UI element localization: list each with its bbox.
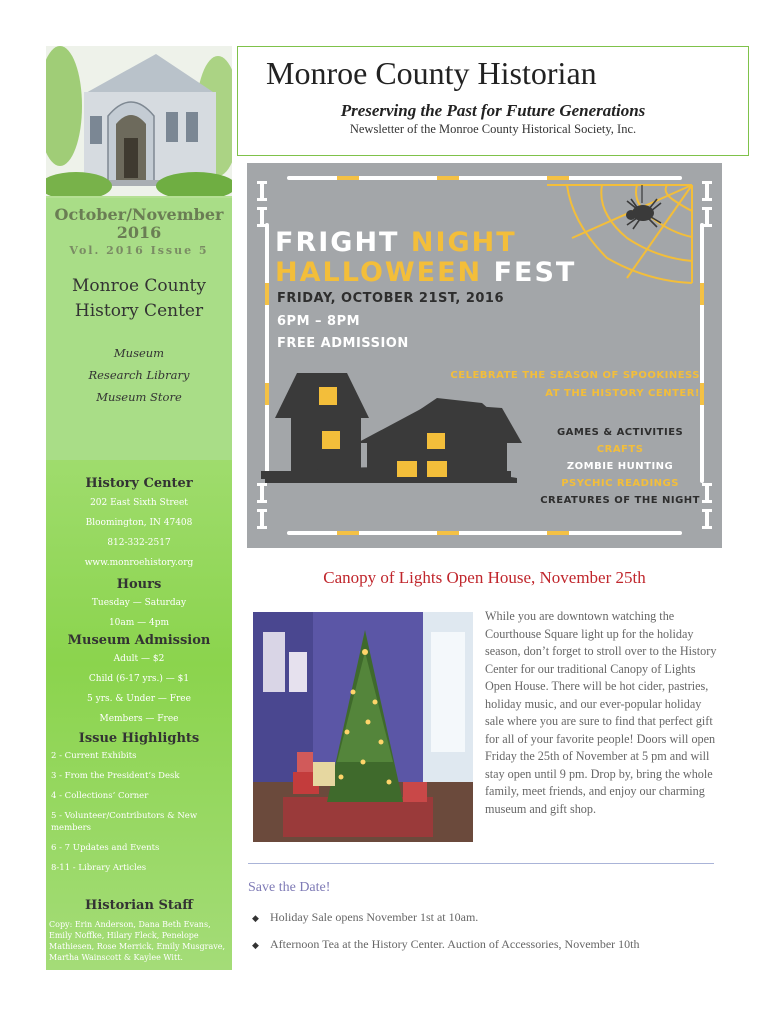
save-the-date-heading: Save the Date! bbox=[248, 880, 331, 895]
hours-heading: Hours bbox=[116, 577, 162, 592]
poster-activity: ZOMBIE HUNTING bbox=[566, 461, 674, 472]
issue-volume: Vol. 2016 Issue 5 bbox=[69, 244, 209, 257]
admission-item: Child (6-17 yrs.) — $1 bbox=[88, 674, 190, 684]
service-item: Museum bbox=[113, 346, 165, 360]
poster-word-fest: FEST bbox=[493, 257, 577, 288]
poster-title-line2 bbox=[275, 257, 576, 288]
newsletter-subtitle: Newsletter of the Monroe County Historical Society, Inc. bbox=[349, 122, 637, 136]
article-title: Canopy of Lights Open House, November 25th bbox=[323, 568, 646, 587]
save-the-date-list bbox=[252, 904, 640, 958]
newsletter-title: Monroe County Historian bbox=[266, 55, 597, 91]
list-item-text: Afternoon Tea at the History Center. Auction of Accessories, November 10th bbox=[270, 937, 640, 951]
masthead bbox=[237, 46, 749, 156]
poster-celebrate-text bbox=[450, 367, 700, 403]
admission-item: Members — Free bbox=[99, 714, 179, 724]
hours-days: Tuesday — Saturday bbox=[91, 598, 187, 608]
list-item: 4 - Collections’ Corner bbox=[51, 791, 149, 801]
poster-activity: PSYCHIC READINGS bbox=[561, 478, 679, 489]
org-name-line1: Monroe County bbox=[72, 276, 206, 296]
service-item: Research Library bbox=[88, 368, 190, 382]
poster-word-halloween: HALLOWEEN bbox=[275, 257, 483, 288]
list-item bbox=[252, 931, 640, 958]
history-center-heading: History Center bbox=[85, 476, 193, 491]
list-item: 8-11 - Library Articles bbox=[51, 863, 147, 873]
list-item: 3 - From the President’s Desk bbox=[51, 771, 180, 781]
organization-name bbox=[46, 274, 232, 324]
sidebar-info-panel bbox=[46, 460, 232, 970]
list-item-text: Holiday Sale opens November 1st at 10am. bbox=[270, 910, 479, 924]
phone-number: 812-332-2517 bbox=[107, 538, 171, 548]
poster-activity: GAMES & ACTIVITIES bbox=[556, 427, 684, 438]
list-item bbox=[252, 904, 640, 931]
website-link[interactable]: www.monroehistory.org bbox=[84, 558, 194, 568]
issue-date: October/November 2016 bbox=[54, 205, 224, 242]
admission-item: Adult — $2 bbox=[113, 654, 165, 664]
staff-credits: Copy: Erin Anderson, Dana Beth Evans, Emily Noffke, Hilary Fleck, Penelope Mathiesen, Rose Merrick, Emily Musgrave, Martha Wainscott & Kaylee Witt. bbox=[49, 920, 226, 962]
address-line2: Bloomington, IN 47408 bbox=[85, 518, 193, 528]
service-item: Museum Store bbox=[96, 390, 182, 404]
admission-item: 5 yrs. & Under — Free bbox=[87, 694, 191, 704]
christmas-tree-photo bbox=[253, 612, 473, 842]
admission-heading: Museum Admission bbox=[67, 633, 211, 648]
history-center-building-illustration bbox=[46, 46, 232, 196]
diamond-bullet-icon: ◆ bbox=[252, 913, 259, 923]
poster-word-night: NIGHT bbox=[410, 227, 517, 258]
address-line1: 202 East Sixth Street bbox=[90, 498, 188, 508]
poster-celebrate-line1: CELEBRATE THE SEASON OF SPOOKINESS bbox=[450, 370, 700, 381]
sidebar bbox=[46, 46, 232, 970]
poster-date: FRIDAY, OCTOBER 21ST, 2016 bbox=[277, 291, 505, 306]
staff-heading: Historian Staff bbox=[85, 898, 193, 913]
article-body: While you are downtown watching the Courthouse Square light up for the holiday season, don’t forget to stroll over to the History Center for our traditional Canopy of Lights Open House. There will be hot cider, pastries, holiday music, and our ever-popular holiday sale where you are sure to find that perfect gift for all of your favorite people! Doors will open Friday the 25th of November at 5 pm and will stay open until 9 pm. Drop by, bring the whole family, meet friends, and enjoy our charming museum and gift shop. bbox=[485, 609, 717, 816]
poster-word-fright: FRIGHT bbox=[275, 227, 400, 258]
poster-celebrate-line2: AT THE HISTORY CENTER! bbox=[545, 388, 700, 399]
poster-activity: CRAFTS bbox=[596, 444, 644, 455]
org-name-line2: History Center bbox=[74, 301, 204, 321]
list-item: 2 - Current Exhibits bbox=[51, 751, 137, 761]
poster-admission: FREE ADMISSION bbox=[277, 336, 409, 351]
services-list bbox=[46, 342, 232, 408]
list-item: 5 - Volunteer/Contributors & New members bbox=[51, 811, 198, 833]
fright-night-poster bbox=[247, 163, 722, 548]
poster-activities bbox=[540, 424, 700, 509]
section-divider bbox=[248, 863, 714, 864]
tagline: Preserving the Past for Future Generations bbox=[340, 101, 646, 120]
poster-title-line1 bbox=[275, 227, 517, 258]
list-item: 6 - 7 Updates and Events bbox=[51, 843, 160, 853]
highlights-heading: Issue Highlights bbox=[78, 731, 200, 746]
highlights-list bbox=[46, 750, 232, 874]
poster-activity: CREATURES OF THE NIGHT bbox=[540, 495, 700, 506]
hours-times: 10am — 4pm bbox=[108, 618, 170, 628]
diamond-bullet-icon: ◆ bbox=[252, 940, 259, 950]
poster-time: 6PM – 8PM bbox=[277, 314, 361, 329]
